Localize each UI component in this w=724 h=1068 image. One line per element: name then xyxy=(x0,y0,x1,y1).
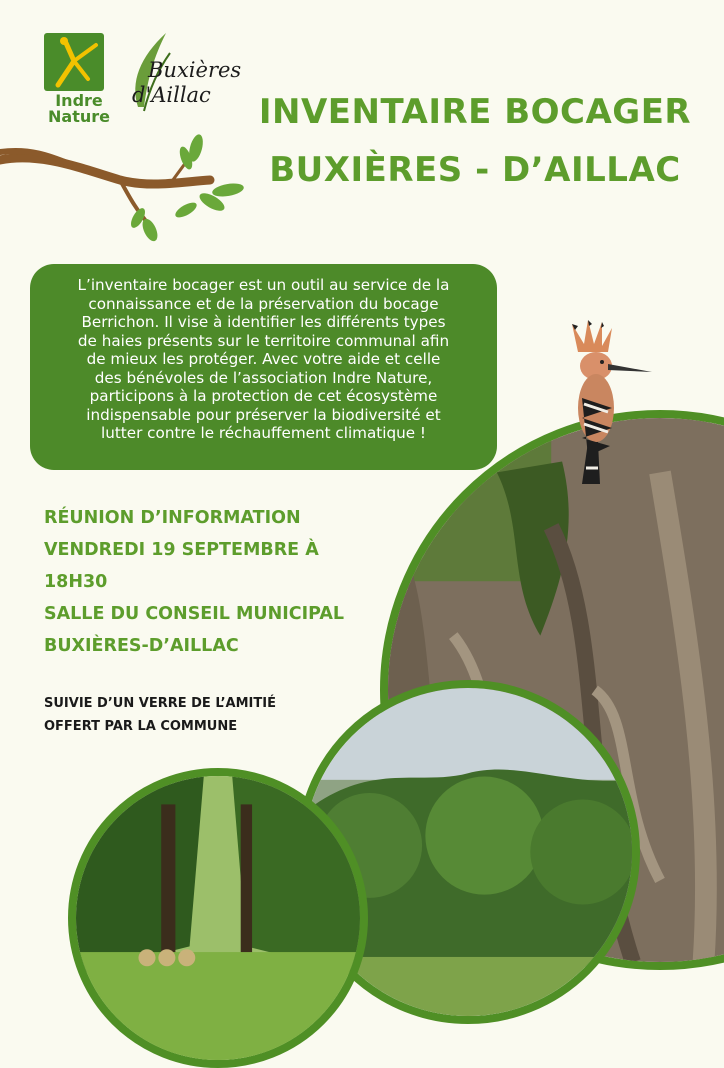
intro-line: de mieux les protéger. Avec votre aide et celle xyxy=(86,350,441,368)
branch-illustration xyxy=(0,130,260,250)
indre-nature-figure-icon xyxy=(44,33,104,91)
event-note-line2: OFFERT PAR LA COMMUNE xyxy=(44,719,238,734)
intro-line: Berrichon. Il vise à identifier les différents types xyxy=(81,313,446,331)
event-time: 18H30 xyxy=(44,572,108,592)
indre-nature-line1: Indre xyxy=(55,91,103,110)
buxieres-logo-line2: d'Aillac xyxy=(132,83,211,107)
event-note-line1: SUIVIE D’UN VERRE DE L’AMITIÉ xyxy=(44,696,276,711)
event-title: RÉUNION D’INFORMATION xyxy=(44,508,301,528)
indre-nature-logo xyxy=(44,33,104,91)
event-venue: SALLE DU CONSEIL MUNICIPAL xyxy=(44,604,345,624)
event-date: VENDREDI 19 SEPTEMBRE À xyxy=(44,540,319,560)
intro-line: participons à la protection de cet écosystème xyxy=(89,387,438,405)
page-title-line1: INVENTAIRE BOCAGER xyxy=(258,92,692,132)
hedge-path-photo xyxy=(68,768,368,1068)
intro-line: connaissance et de la préservation du bocage xyxy=(88,294,439,313)
intro-line: indispensable pour préserver la biodiversité et xyxy=(86,405,441,424)
indre-nature-wordmark xyxy=(44,93,114,125)
buxieres-logo-line1: Buxières xyxy=(148,58,242,82)
event-town: BUXIÈRES-D’AILLAC xyxy=(44,636,239,656)
hoopoe-bird-illustration xyxy=(560,318,660,488)
page-title-line2: BUXIÈRES - D’AILLAC xyxy=(269,150,681,190)
event-note xyxy=(44,692,276,738)
event-info xyxy=(44,502,344,662)
intro-line: lutter contre le réchauffement climatique ! xyxy=(101,424,426,442)
indre-nature-line2: Nature xyxy=(48,107,110,126)
intro-text-box xyxy=(30,264,497,470)
intro-line: de haies présents sur le territoire communal afin xyxy=(77,331,450,350)
intro-line: des bénévoles de l’association Indre Nature, xyxy=(94,368,433,387)
intro-line: L’inventaire bocager est un outil au service de la xyxy=(77,276,450,294)
